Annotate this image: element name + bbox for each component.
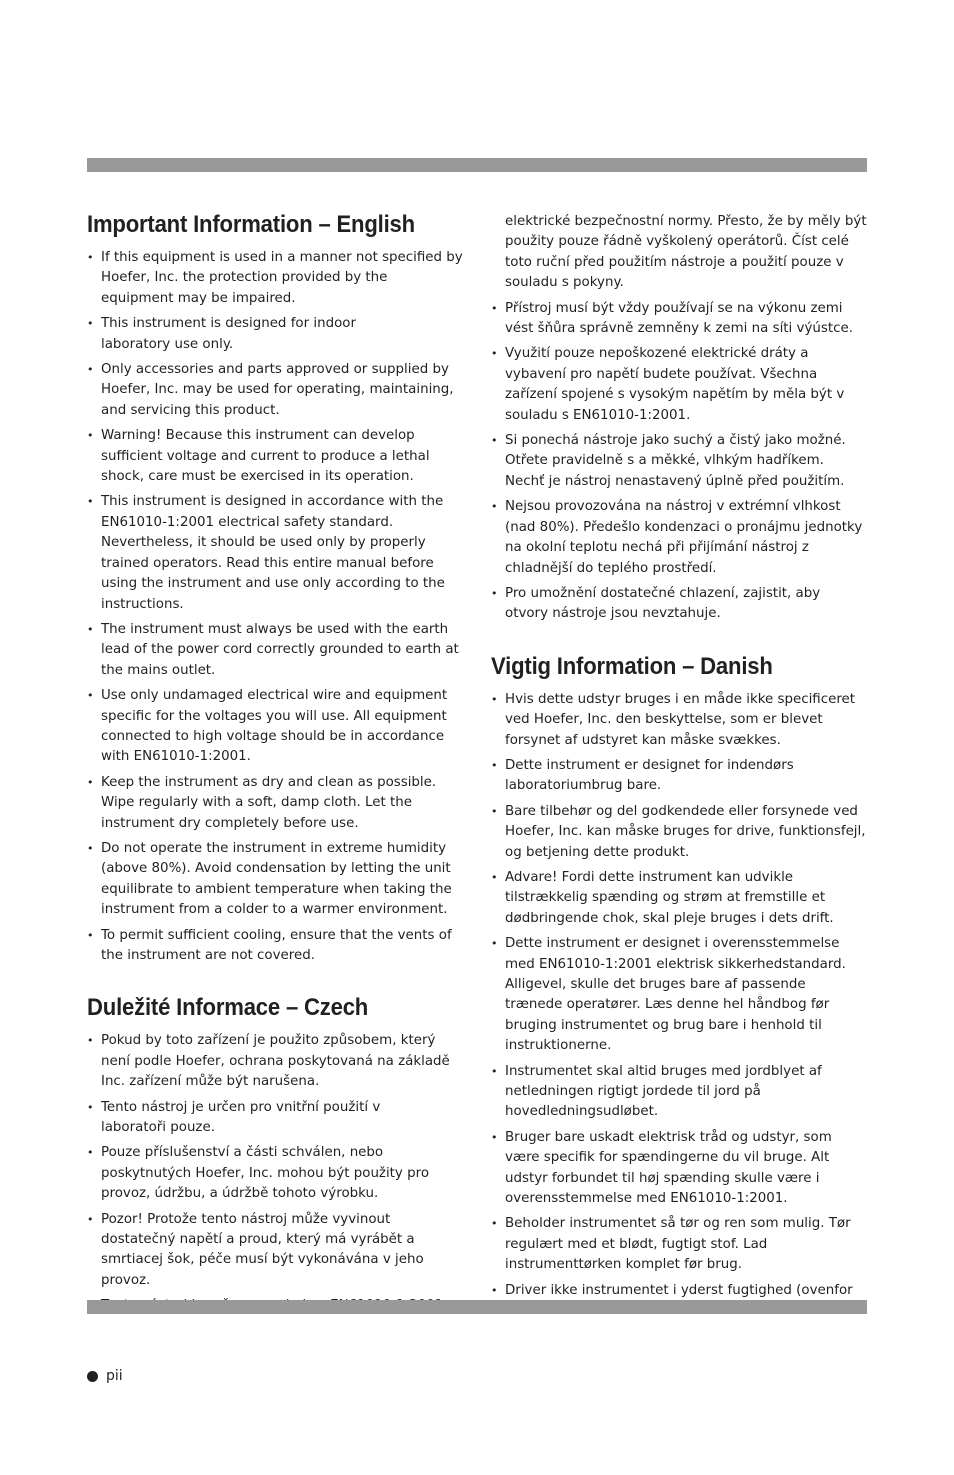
danish-list [491, 690, 867, 1301]
bullet-dot-icon [87, 1371, 98, 1382]
list-item: • Přístroj musí být vždy používají se na výkonu zemi vést šňůra správně zemněny k zemi na síti výústce. [491, 299, 867, 340]
top-rule [87, 158, 867, 172]
list-item: • Only accessories and parts approved or supplied by Hoefer, Inc. may be used for operating, maintaining, and servicing this product. [87, 360, 463, 421]
list-item: • Hvis dette udstyr bruges i en måde ikke specificeret ved Hoefer, Inc. den beskyttelse, som er blevet forsynet af udstyret kan måske svækkes. [491, 690, 867, 751]
list-item: • To permit sufficient cooling, ensure that the vents of the instrument are not covered. [87, 926, 463, 967]
list-item: • Warning! Because this instrument can develop sufficient voltage and current to produce a lethal shock, care must be exercised in its operation. [87, 426, 463, 487]
right-column [491, 212, 867, 1306]
list-item: • Pozor! Protože tento nástroj může vyvinout dostatečný napětí a proud, který má vyrábět a smrtiacej šok, péče musí být vykonávána v jeho provoz. [87, 1210, 463, 1292]
list-item: • Pro umožnění dostatečné chlazení, zajistit, aby otvory nástroje jsou nevztahuje. [491, 584, 867, 625]
english-heading: Important Information – English [87, 211, 415, 238]
list-item: • If this equipment is used in a manner not specified by Hoefer, Inc. the protection provided by the equipment may be impaired. [87, 248, 463, 309]
list-item: • This instrument is designed in accordance with the EN61010-1:2001 electrical safety standard. Nevertheless, it should be used only by properly trained operators. Read this entire manual before using the instrument and use only according to the instructions. [87, 492, 463, 614]
list-item: • Nejsou provozována na nástroj v extrémní vlhkost (nad 80%). Předešlo kondenzaci o pronájmu jednotky na okolní teplotu nechá při přijímání nástroj z chladnější do teplého prostředí. [491, 497, 867, 579]
page-footer [87, 1368, 123, 1384]
list-item: • Advare! Fordi dette instrument kan udvikle tilstrækkelig spænding og strøm at fremstille et dødbringende chok, skal pleje bruges i dets drift. [491, 868, 867, 929]
list-item: • Si ponechá nástroje jako suchý a čistý jako možné. Otřete pravidelně s a měkké, vlhkým hadříkem. Nechť je nástroj nenastavený úplně před použitím. [491, 431, 867, 492]
list-item: • Využití pouze nepoškozené elektrické dráty a vybavení pro napětí budete používat. Všechna zařízení spojené s vysokým napětím by měla být v souladu s EN61010-1:2001. [491, 344, 867, 426]
left-column [87, 210, 463, 1322]
czech-list-continued [491, 212, 867, 625]
list-item: • Pokud by toto zařízení je použito způsobem, který není podle Hoefer, ochrana poskytovaná na základě Inc. zařízení může být narušena. [87, 1031, 463, 1092]
list-item: • The instrument must always be used with the earth lead of the power cord correctly grounded to earth at the mains outlet. [87, 620, 463, 681]
list-item: • Driver ikke instrumentet i yderst fugtighed (ovenfor [491, 1281, 867, 1301]
danish-heading: Vigtig Information – Danish [491, 652, 773, 680]
english-list [87, 248, 463, 966]
list-item: • Dette instrument er designet i overensstemmelse med EN61010-1:2001 elektrisk sikkerhedstandard. Alligevel, skulle det bruges bare af passende trænede operatører. Læs denne hel håndbog før bruging instrumentet og brug bare i henhold til instruktionerne. [491, 934, 867, 1056]
list-item: • Keep the instrument as dry and clean as possible. Wipe regularly with a soft, damp cloth. Let the instrument dry completely before use. [87, 773, 463, 834]
bottom-rule [87, 1300, 867, 1314]
czech-heading: Duležité Informace – Czech [87, 994, 369, 1022]
list-item: • Beholder instrumentet så tør og ren som mulig. Tør regulært med et blødt, fugtigt stof. Lad instrumenttørken komplet før brug. [491, 1214, 867, 1275]
list-item: • Pouze příslušenství a části schválen, nebo poskytnutých Hoefer, Inc. mohou být použity pro provoz, údržbu, a údržbě tohoto výrobku. [87, 1143, 463, 1204]
czech-list [87, 1031, 463, 1316]
list-item: • Do not operate the instrument in extreme humidity (above 80%). Avoid condensation by letting the unit equilibrate to ambient temperature when taking the instrument from a colder to a warmer environment. [87, 839, 463, 921]
list-item: • Dette instrument er designet for indendørs laboratoriumbrug bare. [491, 756, 867, 797]
list-item: • This instrument is designed for indoor laboratory use only. [87, 314, 463, 355]
list-item: • Instrumentet skal altid bruges med jordblyet af netledningen rigtigt jordede til jord på hovedledningsudløbet. [491, 1062, 867, 1123]
list-item: • Use only undamaged electrical wire and equipment specific for the voltages you will use. All equipment connected to high voltage should be in accordance with EN61010-1:2001. [87, 686, 463, 768]
list-item-continuation: elektrické bezpečnostní normy. Přesto, že by měly být použity pouze řádně vyškolený operátorů. Číst celé toto ruční před použitím nástroje a použití pouze v souladu s pokyny. [505, 214, 867, 291]
page-number: pii [106, 1368, 123, 1384]
list-item: • Bare tilbehør og del godkendede eller forsynede ved Hoefer, Inc. kan måske bruges for drive, funktionsfejl, og betjening dette produkt. [491, 802, 867, 863]
list-item: • Bruger bare uskadt elektrisk tråd og udstyr, som være specifik for spændingerne du vil bruge. Alt udstyr forbundet til høj spænding skulle være i overensstemmelse med EN61010-1:2001. [491, 1128, 867, 1210]
list-item: • Tento nástroj je určen pro vnitřní použití v laboratoři pouze. [87, 1098, 463, 1139]
